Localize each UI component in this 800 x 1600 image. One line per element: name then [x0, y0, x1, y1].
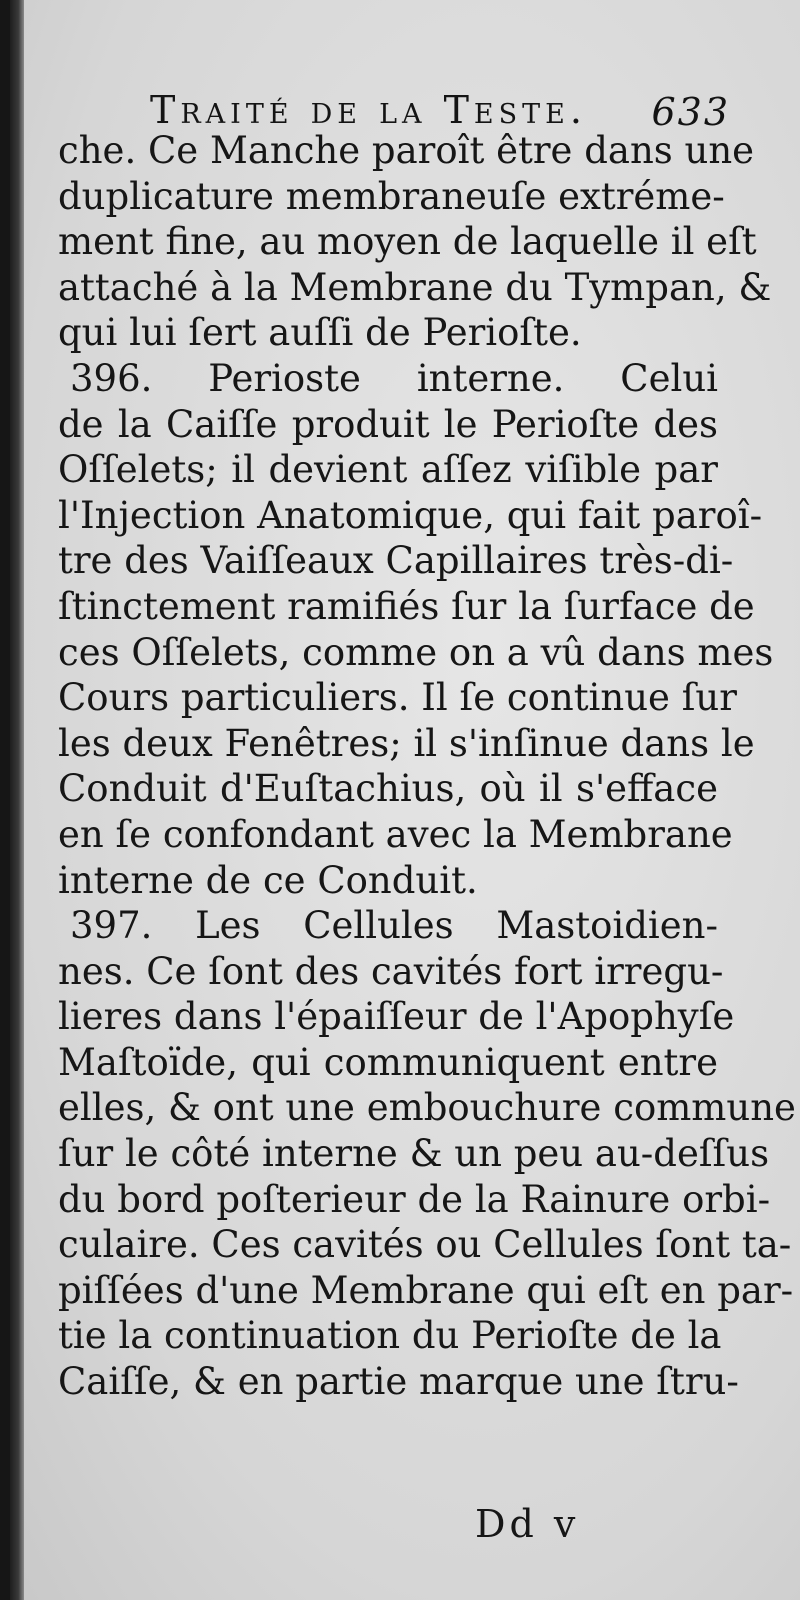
text-line: ces Oſſelets, comme on a vû dans mes	[58, 630, 774, 674]
text-line: tie la continuation du Perioſte de la	[58, 1314, 722, 1358]
text-line: Oſſelets; il devient aſſez viſible par	[58, 448, 718, 492]
text-line: ſtinctement ramifiés ſur la ſurface de	[58, 584, 755, 628]
text-line: Caiſſe, & en partie marque une ſtru-	[58, 1360, 739, 1404]
paragraph-396-heading-line: 396. Perioste interne. Celui	[70, 356, 718, 400]
catchword-signature: Dd v	[475, 1502, 580, 1546]
paragraph-397-heading-line: 397. Les Cellules Mastoidien-	[70, 904, 718, 948]
text-line: de la Caiſſe produit le Perioſte des	[58, 402, 718, 446]
text-line: Maſtoïde, qui communiquent entre	[58, 1040, 718, 1084]
text-line: l'Injection Anatomique, qui fait paroî-	[58, 493, 763, 537]
text-line: ſur le côté interne & un peu au-deſſus	[58, 1132, 770, 1176]
text-line: attaché à la Membrane du Tympan, &	[58, 265, 772, 309]
text-line: Cours particuliers. Il ſe continue ſur	[58, 676, 737, 720]
running-title: Traité de la Teste.	[150, 88, 587, 132]
text-line: piſſées d'une Membrane qui eſt en par-	[58, 1268, 794, 1312]
page-spine-shadow	[10, 0, 24, 1600]
page-number: 633	[651, 90, 730, 134]
text-line: nes. Ce ſont des cavités fort irregu-	[58, 949, 724, 993]
text-line: elles, & ont une embouchure commune	[58, 1086, 796, 1130]
text-line: lieres dans l'épaiſſeur de l'Apophyſe	[58, 995, 735, 1039]
text-line: les deux Fenêtres; il s'inſinue dans le	[58, 721, 755, 765]
text-line: che. Ce Manche paroît être dans une	[58, 129, 755, 172]
text-line: culaire. Ces cavités ou Cellules ſont ta-	[58, 1223, 792, 1267]
text-line: ment fine, au moyen de laquelle il eſt	[58, 220, 757, 264]
text-line: en ſe confondant avec la Membrane	[58, 812, 733, 856]
text-line: Conduit d'Euſtachius, où il s'efface	[58, 767, 718, 811]
text-line: du bord poſterieur de la Rainure orbi-	[58, 1177, 771, 1221]
book-page	[10, 0, 800, 1600]
text-line: tre des Vaiſſeaux Capillaires très-di-	[58, 539, 734, 583]
text-line: interne de ce Conduit.	[58, 858, 478, 902]
body-text	[58, 128, 796, 1405]
text-line: qui lui ſert auſſi de Perioſte.	[58, 311, 582, 355]
text-line: duplicature membraneuſe extréme-	[58, 174, 725, 218]
